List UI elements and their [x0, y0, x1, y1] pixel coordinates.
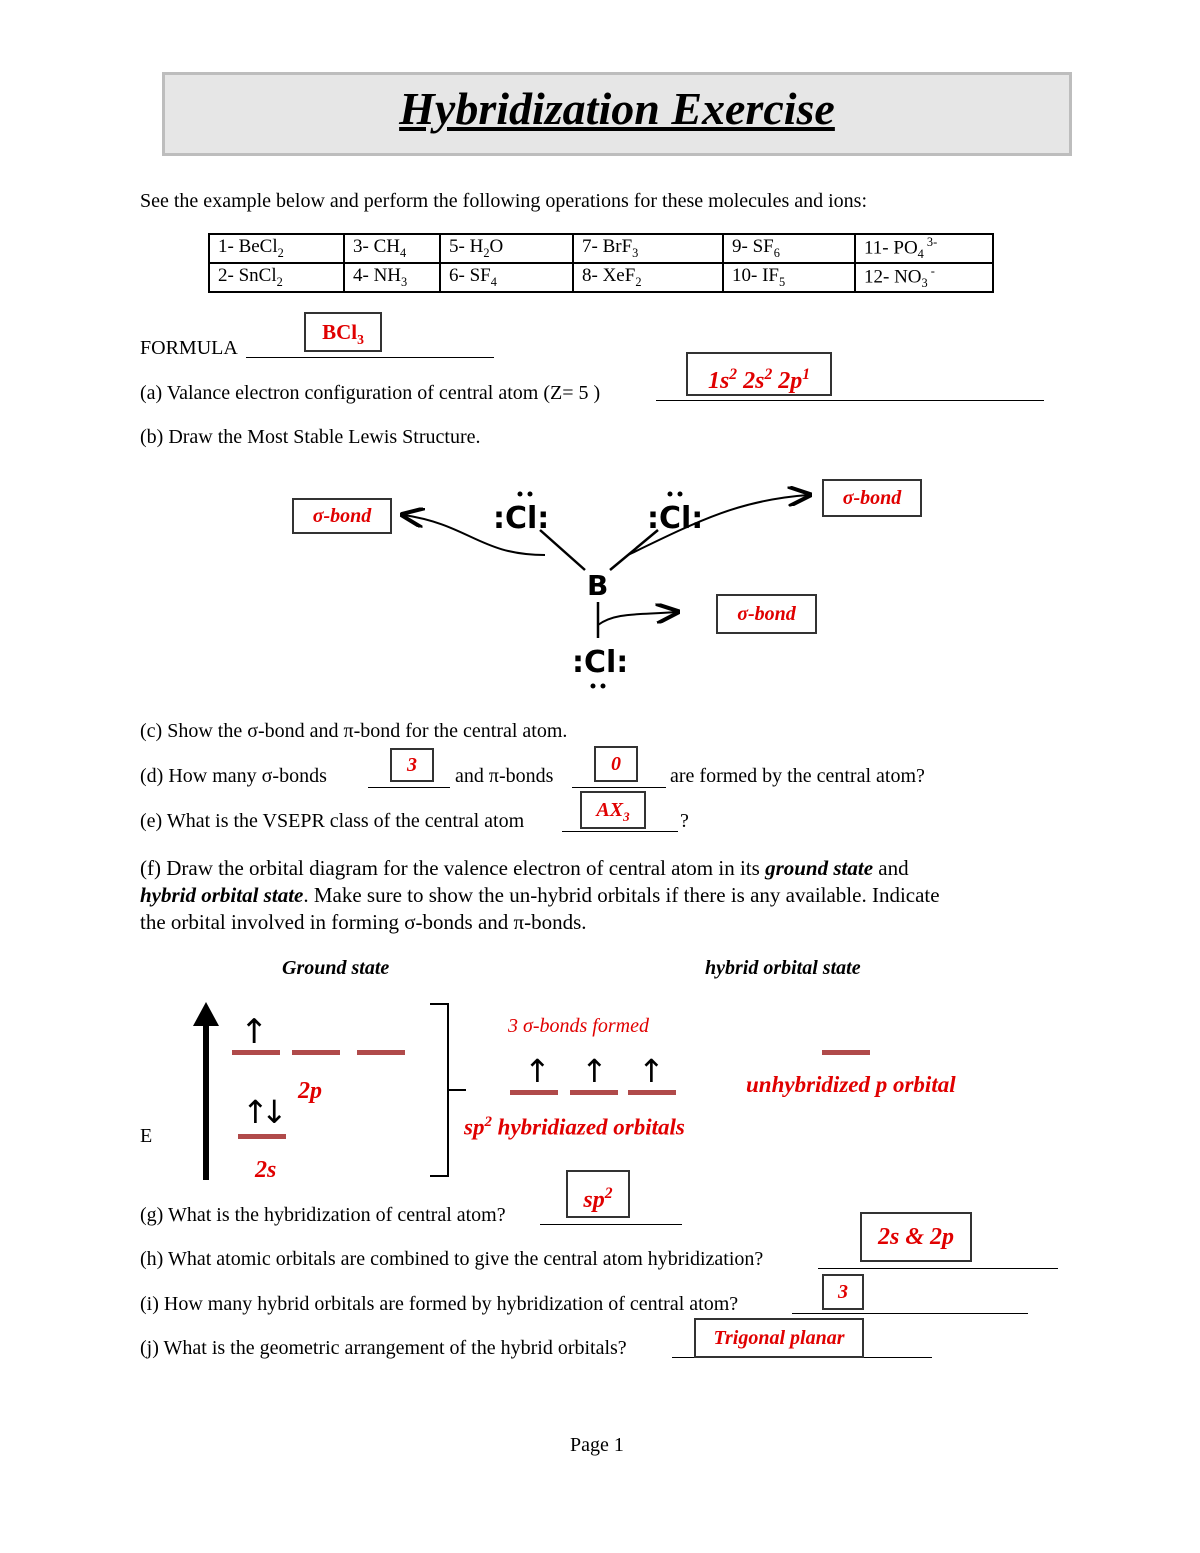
hybrid-count-answer: 3	[822, 1274, 864, 1310]
question-a: (a) Valance electron configuration of central atom (Z= 5 )	[140, 382, 601, 404]
bracket-icon	[430, 1004, 466, 1176]
orbital-sp2-1	[510, 1090, 558, 1095]
question-b: (b) Draw the Most Stable Lewis Structure.	[140, 426, 481, 448]
question-d-part1: (d) How many σ-bonds	[140, 765, 327, 787]
sigma-count-answer: 3	[390, 748, 434, 782]
electron-up-arrow-icon: ↑	[240, 1012, 269, 1052]
question-i: (i) How many hybrid orbitals are formed by hybridization of central atom?	[140, 1293, 739, 1315]
electron-paired-arrows-icon: ↑↓	[242, 1093, 280, 1131]
orbital-2s	[238, 1134, 286, 1139]
question-e: (e) What is the VSEPR class of the central atom	[140, 810, 525, 832]
ground-state-heading: Ground state	[282, 957, 390, 979]
energy-label: E	[140, 1125, 153, 1147]
question-f-line3: the orbital involved in forming σ-bonds and π-bonds.	[140, 910, 587, 934]
table-cell: 8- XeF$_2$	[573, 263, 723, 292]
formula-answer-box: BCl$_3$	[304, 312, 382, 352]
label-2s: 2s	[255, 1157, 277, 1183]
table-cell: 7- BrF$_3$	[573, 234, 723, 263]
electron-up-arrow-icon: ↑	[581, 1052, 608, 1090]
atom-cl-right: :Cl:	[647, 501, 704, 536]
table-cell: 12- $NO_3$ -	[855, 263, 993, 292]
answer-a-box: $1s^2$ $2s^2$ $2p^1$	[686, 352, 832, 396]
label-2p: 2p	[298, 1078, 322, 1104]
question-d-part3: are formed by the central atom?	[670, 765, 925, 787]
energy-arrow-icon	[193, 1002, 219, 1026]
question-h: (h) What atomic orbitals are combined to give the central atom hybridization?	[140, 1248, 764, 1270]
table-cell: 5- $H_2O$	[440, 234, 573, 263]
table-cell: 4- $NH_3$	[344, 263, 440, 292]
table-cell: 9- $SF_6$	[723, 234, 855, 263]
orbital-sp2-2	[570, 1090, 618, 1095]
arrow-bottom	[598, 612, 676, 625]
instructions: See the example below and perform the following operations for these molecules and ions:	[140, 190, 868, 212]
bond-line-right	[610, 530, 658, 570]
orbital-unhybridized-p	[822, 1050, 870, 1055]
unhybridized-label: unhybridized p orbital	[746, 1072, 956, 1097]
question-c: (c) Show the σ-bond and π-bond for the central atom.	[140, 720, 568, 742]
formula-label: FORMULA	[140, 337, 238, 359]
hybrid-state-heading: hybrid orbital state	[705, 957, 861, 979]
table-cell: 10- $IF_5$	[723, 263, 855, 292]
orbitals-combined-answer: 2s & 2p	[860, 1212, 972, 1262]
table-cell: 2- SnCl$_2$	[209, 263, 344, 292]
question-f-line2: hybrid orbital state. Make sure to show the un-hybrid orbitals if there is any available. Indicate	[140, 883, 940, 907]
sigma-bond-label-left: σ-bond	[292, 498, 392, 534]
orbital-2p-3	[357, 1050, 405, 1055]
bond-line-left	[540, 530, 585, 570]
pi-count-answer: 0	[594, 746, 638, 782]
table-row	[209, 234, 993, 263]
table-cell: 1- BeCl$_2$	[209, 234, 344, 263]
sigma-bond-label-right: σ-bond	[822, 479, 922, 517]
table-cell: 11- $PO_4$ $^{3-}$	[855, 234, 993, 263]
table-row	[209, 263, 993, 292]
atom-boron: B	[587, 569, 609, 602]
table-cell: 6- $SF_4$	[440, 263, 573, 292]
orbital-2p-2	[292, 1050, 340, 1055]
question-j: (j) What is the geometric arrangement of the hybrid orbitals?	[140, 1337, 627, 1359]
atom-cl-bottom: :Cl:	[572, 645, 629, 680]
page-title: Hybridization Exercise	[399, 83, 835, 134]
atom-cl-left: :Cl:	[493, 501, 550, 536]
vsepr-answer-box: $AX_3$	[580, 791, 646, 829]
lewis-structure	[0, 460, 1200, 700]
table-cell: 3- $CH_4$	[344, 234, 440, 263]
electron-up-arrow-icon: ↑	[638, 1052, 665, 1090]
molecule-table	[208, 233, 994, 293]
geometry-answer: Trigonal planar	[694, 1318, 864, 1358]
hybridization-answer-box: $sp^2$	[566, 1170, 630, 1218]
electron-up-arrow-icon: ↑	[524, 1052, 551, 1090]
question-g: (g) What is the hybridization of central atom?	[140, 1204, 506, 1226]
orbital-sp2-3	[628, 1090, 676, 1095]
question-e-end: ?	[680, 810, 689, 832]
question-d-part2: and π-bonds	[455, 765, 554, 787]
sigma-bonds-formed-label: 3 σ-bonds formed	[508, 1015, 649, 1037]
sp2-hybridized-label: $sp^2$ hybridiazed orbitals	[464, 1114, 685, 1140]
page-number: Page 1	[570, 1434, 624, 1456]
question-f-line1: (f) Draw the orbital diagram for the valence electron of central atom in its ground state and	[140, 856, 909, 880]
sigma-bond-label-bottom: σ-bond	[716, 594, 817, 634]
